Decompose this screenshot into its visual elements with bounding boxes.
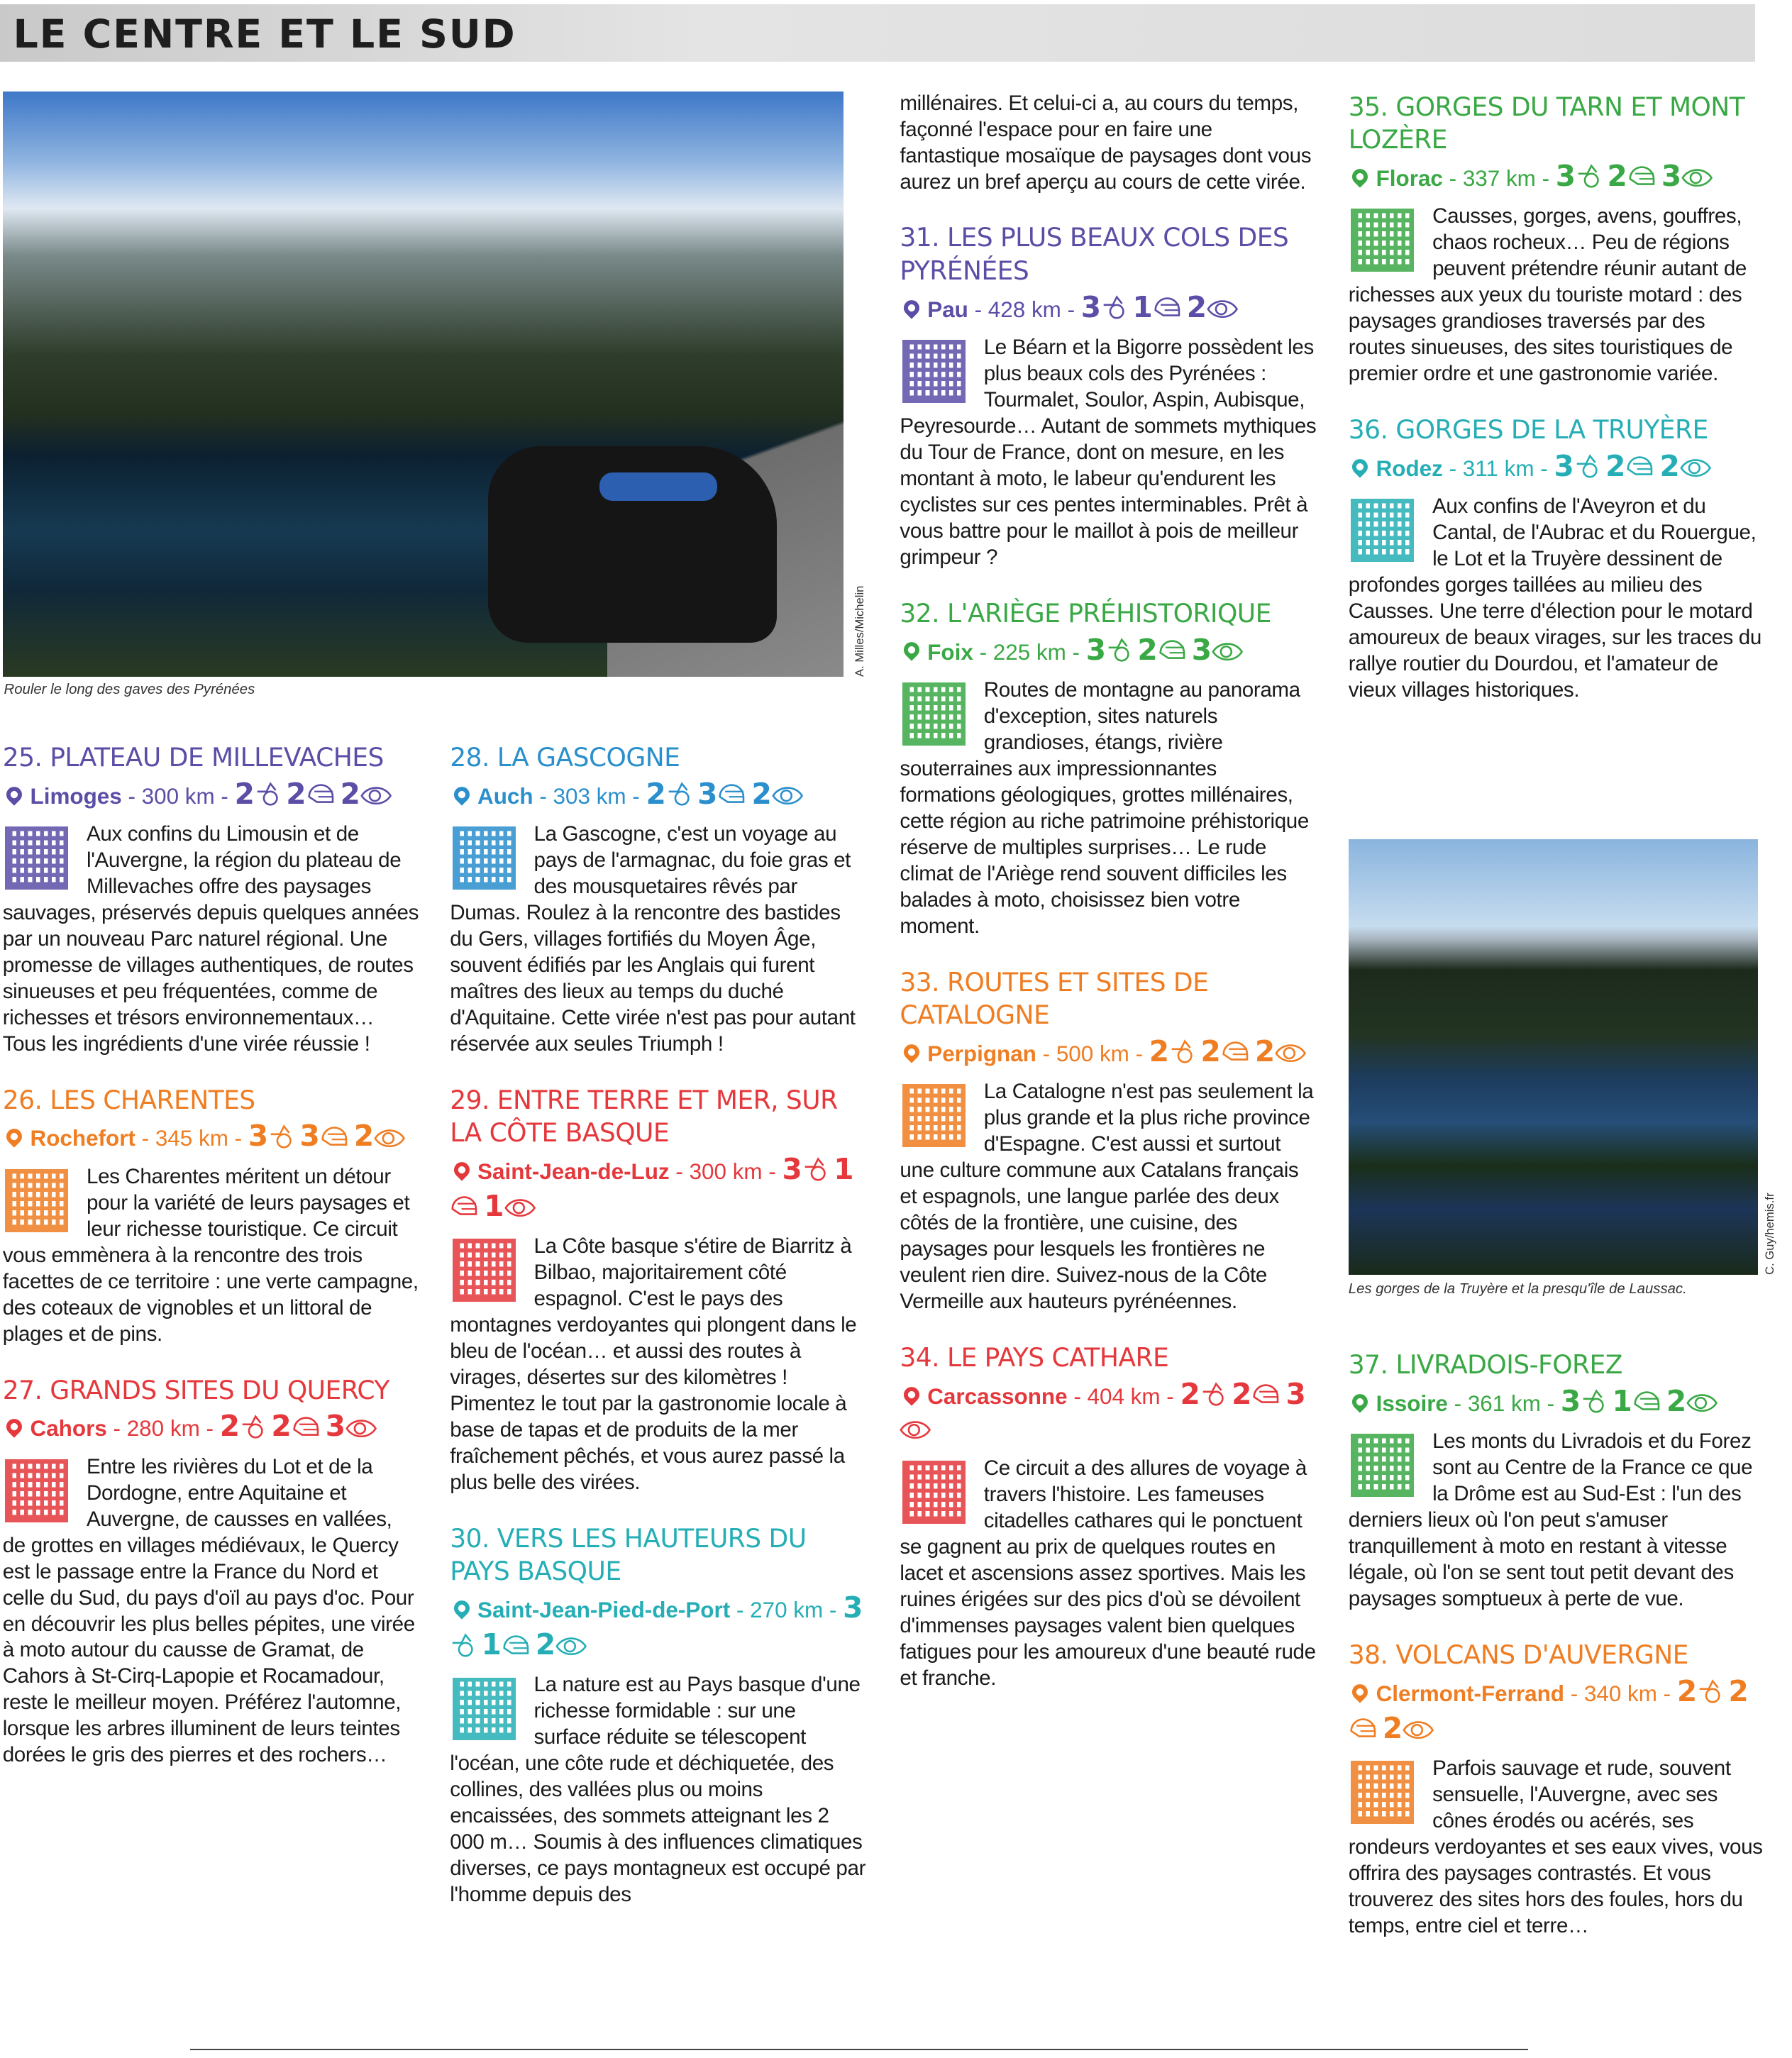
map-pin-icon: [450, 1597, 472, 1619]
distance: - 300 km -: [128, 783, 228, 809]
distance: - 280 km -: [113, 1416, 214, 1442]
distance: - 225 km -: [979, 639, 1080, 665]
article: [450, 1084, 867, 1496]
article-text: La nature est au Pays basque d'une richesse formidable : sur une surface réduite se télescopent l'océan, une côte rude et déchiquetée, des collines, des vallées plus ou moins encaissées, des sommets atteignant les 2 000 m… Soumis à des influences climatiques diverses, ce pays montagneux est occupé par l'homme depuis des: [450, 1673, 866, 1907]
route-meta: [3, 1409, 420, 1446]
rating-moto: 3: [1555, 158, 1576, 193]
article: [3, 1084, 420, 1348]
map-pin-icon: [900, 639, 922, 661]
map-pin-icon: [4, 1126, 26, 1148]
qr-code[interactable]: [453, 1678, 516, 1741]
article-text: Causses, gorges, avens, gouffres, chaos rocheux… Peu de régions peuvent prétendre réunir autant de richesses aux yeux du touriste motard : des paysages grandioses traversés par des routes sinueuses, des sites touristiques de premier ordre et une gastronomie variée.: [1348, 204, 1747, 385]
rating-helmet: 2: [271, 1409, 292, 1444]
motorcycle: [488, 446, 777, 643]
rating-moto: 2: [1676, 1673, 1698, 1708]
eye-icon: [360, 784, 397, 809]
qr-code[interactable]: [1351, 209, 1414, 272]
motorcycle-icon: [1106, 640, 1137, 665]
rating-helmet: 1: [1612, 1383, 1632, 1418]
map-pin-icon: [900, 297, 922, 319]
eye-icon: [772, 784, 809, 809]
eye-icon: [1212, 640, 1249, 665]
article: [450, 741, 867, 1058]
helmet-icon: [1158, 640, 1192, 665]
rating-helmet: 2: [1200, 1034, 1221, 1068]
photo-truyere-gorges: [1349, 839, 1758, 1275]
map-pin-icon: [1349, 1390, 1371, 1412]
route-meta: [450, 1590, 867, 1664]
article: [1349, 414, 1766, 704]
start-city: Rochefort: [30, 1126, 135, 1151]
route-meta: [450, 1152, 867, 1226]
start-city: Carcassonne: [927, 1383, 1068, 1409]
article-title: 27. GRANDS SITES DU QUERCY: [2, 1375, 389, 1405]
article-title: 35. GORGES DU TARN ET MONT LOZÈRE: [1348, 92, 1745, 155]
distance: - 340 km -: [1570, 1681, 1671, 1706]
footer-rule: [190, 2049, 1528, 2050]
route-meta: [1349, 1384, 1766, 1421]
motorcycle-icon: [1101, 297, 1132, 322]
start-city: Issoire: [1376, 1390, 1448, 1416]
eye-icon: [1680, 456, 1717, 481]
article: [450, 1522, 867, 1908]
distance: - 361 km -: [1454, 1390, 1555, 1416]
article-title: 37. LIVRADOIS-FOREZ: [1348, 1349, 1622, 1380]
eye-icon: [1275, 1041, 1312, 1066]
article-title: 32. L'ARIÈGE PRÉHISTORIQUE: [900, 598, 1271, 629]
eye-icon: [900, 1418, 936, 1443]
helmet-icon: [1632, 1391, 1666, 1416]
start-city: Perpignan: [927, 1041, 1036, 1066]
distance: - 303 km -: [539, 783, 640, 809]
article-title: 28. LA GASCOGNE: [450, 742, 680, 773]
article-title: 36. GORGES DE LA TRUYÈRE: [1348, 414, 1708, 445]
article: [900, 966, 1317, 1315]
section-header: [0, 4, 1755, 62]
rating-eye: 2: [353, 1119, 375, 1154]
article-title: 26. LES CHARENTES: [2, 1085, 255, 1115]
eye-icon: [555, 1634, 592, 1659]
qr-code[interactable]: [1351, 499, 1414, 562]
motorcycle-icon: [1576, 166, 1607, 191]
article: [1349, 1639, 1766, 1940]
photo-pyrenees-lake: [3, 92, 844, 677]
map-pin-icon: [4, 783, 26, 805]
rating-moto: 2: [234, 776, 255, 811]
qr-code[interactable]: [453, 1239, 516, 1302]
article-30-continuation: millénaires. Et celui-ci a, au cours du temps, façonné l'espace pour en faire une fantastique mosaïque de paysages dont vous aurez un bref aperçu au cours de cette virée.: [900, 91, 1312, 194]
start-city: Foix: [927, 639, 973, 665]
rating-eye: 1: [484, 1188, 504, 1223]
map-pin-icon: [1349, 1681, 1371, 1703]
rating-helmet: 1: [1132, 289, 1153, 324]
helmet-icon: [320, 1126, 354, 1151]
map-pin-icon: [1349, 165, 1371, 187]
helmet-icon: [292, 1416, 326, 1441]
qr-code[interactable]: [5, 826, 68, 890]
qr-code[interactable]: [1351, 1761, 1414, 1824]
rating-eye: 2: [1254, 1034, 1276, 1068]
start-city: Saint-Jean-de-Luz: [477, 1158, 670, 1184]
distance: - 345 km -: [141, 1126, 243, 1151]
helmet-icon: [1625, 456, 1659, 481]
helmet-icon: [502, 1634, 536, 1659]
eye-icon: [1207, 297, 1244, 322]
rating-eye: 2: [535, 1627, 556, 1661]
rating-helmet: 2: [286, 776, 306, 811]
article-text: Entre les rivières du Lot et de la Dordogne, entre Aquitaine et Auvergne, de causses en vallées, de grottes en villages médiévaux, le Quercy est le passage entre la France du Nord et celle du Sud, du pays d'oïl au pays d'oc. Pour en découvrir les plus belles pépites, une virée à moto autour du causse de Gramat, de Cahors à St-Cirq-Lapopie et Rocamadour, reste le meilleur moyen. Préférez l'automne, lorsque les arbres illuminent de leurs teintes dorées le gris des pierres et des rochers…: [2, 1454, 415, 1767]
rating-eye: 3: [1661, 158, 1682, 193]
map-pin-icon: [900, 1041, 922, 1063]
map-pin-icon: [900, 1383, 922, 1405]
start-city: Pau: [927, 297, 968, 322]
article-title: 31. LES PLUS BEAUX COLS DES PYRÉNÉES: [900, 223, 1289, 286]
route-meta: [1349, 449, 1766, 486]
article-text: Aux confins de l'Aveyron et du Cantal, de l'Aubrac et du Rouergue, le Lot et la Truyère dessinent de profondes gorges taillées au milieu des Causses. Une terre d'élection pour le motard amoureux de beaux virages, sur les traces du rallye routier du Dourdou, et l'amateur de vieux villages historiques.: [1348, 494, 1761, 702]
article: [900, 597, 1317, 940]
distance: - 500 km -: [1042, 1041, 1144, 1066]
article-title: 34. LE PAYS CATHARE: [900, 1342, 1169, 1373]
eye-icon: [374, 1126, 411, 1151]
rating-eye: 3: [1285, 1376, 1306, 1411]
rating-eye: 2: [751, 776, 772, 811]
map-pin-icon: [450, 1158, 472, 1180]
motorcycle-icon: [666, 784, 697, 809]
qr-code[interactable]: [902, 1461, 966, 1524]
map-pin-icon: [1349, 455, 1371, 477]
motorcycle-icon: [1697, 1681, 1728, 1706]
article-text: Routes de montagne au panorama d'exception, sites naturels grandioses, étangs, rivière souterraines aux impressionnantes formations géologiques, grottes millénaires, cette région au riche patrimoine préhistorique réserve de multiples surprises… Le rude climat de l'Ariège rend souvent difficiles les balades à moto, choisissez bien votre moment.: [900, 677, 1309, 938]
rating-eye: 2: [1186, 289, 1207, 324]
motorcycle-icon: [1169, 1041, 1200, 1066]
article-text: Parfois sauvage et rude, souvent sensuelle, l'Auvergne, avec ses cônes érodés ou acérés, ses rondeurs verdoyantes et ses eaux vives, vous offrira des paysages contrastés. Et vous trouverez des sites hors des foules, hors du temps, entre ciel et terre…: [1348, 1756, 1763, 1937]
qr-code[interactable]: [5, 1169, 68, 1232]
eye-icon: [1403, 1718, 1439, 1743]
rating-helmet: 2: [1137, 632, 1158, 667]
rating-moto: 2: [1149, 1034, 1170, 1068]
start-city: Florac: [1376, 165, 1443, 191]
photo-credit: A. Milles/Michelin: [852, 585, 866, 677]
eye-icon: [1681, 166, 1718, 191]
rating-eye: 3: [1191, 632, 1212, 667]
qr-code[interactable]: [902, 340, 966, 403]
article: [900, 1341, 1317, 1692]
rating-eye: 2: [340, 776, 360, 811]
route-meta: [1349, 1674, 1766, 1748]
start-city: Auch: [477, 783, 533, 809]
article-text: Les Charentes méritent un détour pour la variété de leurs paysages et leur richesse touristique. Ce circuit vous emmènera à la rencontre des trois facettes de ce territoire : une verte campagne, des coteaux de vignobles et un littoral de plages et de pins.: [2, 1164, 419, 1346]
motorcycle-icon: [1200, 1384, 1232, 1409]
rating-moto: 3: [843, 1590, 863, 1625]
map-pin-icon: [450, 783, 472, 805]
rating-helmet: 3: [697, 776, 718, 811]
rating-helmet: 2: [1232, 1376, 1252, 1411]
helmet-icon: [1153, 297, 1187, 322]
route-meta: [450, 777, 867, 814]
article: [3, 1374, 420, 1769]
route-meta: [900, 1034, 1317, 1071]
photo-caption: Les gorges de la Truyère et la presqu'île de Laussac.: [1348, 1281, 1687, 1298]
route-meta: [3, 777, 420, 814]
rating-eye: 2: [1382, 1710, 1403, 1745]
rating-helmet: 1: [834, 1151, 854, 1186]
rating-moto: 2: [646, 776, 666, 811]
photo-caption: Rouler le long des gaves des Pyrénées: [4, 682, 255, 698]
rating-helmet: 2: [1728, 1673, 1749, 1708]
helmet-icon: [1627, 166, 1661, 191]
article: [1349, 1349, 1766, 1612]
article-text: Le Béarn et la Bigorre possèdent les plus beaux cols des Pyrénées : Tourmalet, Soulor, Aspin, Aubisque, Peyresourde… Autant de sommets mythiques du Tour de France, dont on mesure, en les montant à moto, le labeur qu'endurent les cyclistes sur ces pentes interminables. Prêt à vous battre pour le maillot à pois de meilleur grimpeur ?: [900, 335, 1317, 569]
qr-code[interactable]: [902, 1084, 966, 1147]
route-meta: [3, 1119, 420, 1156]
article-text: La Gascogne, c'est un voyage au pays de l'armagnac, du foie gras et des mousquetaires rêvés par Dumas. Roulez à la rencontre des bastides du Gers, villages fortifiés du Moyen Âge, souvent édifiés par les Anglais qui furent maîtres des lieux au temps du duché d'Aquitaine. Cette virée n'est pas pour autant réservée aux seules Triumph !: [450, 821, 856, 1056]
section-title: LE CENTRE ET LE SUD: [13, 11, 516, 57]
start-city: Saint-Jean-Pied-de-Port: [477, 1597, 731, 1622]
helmet-icon: [306, 784, 341, 809]
qr-code[interactable]: [453, 826, 516, 890]
distance: - 337 km -: [1449, 165, 1550, 191]
article-title: 38. VOLCANS D'AUVERGNE: [1348, 1639, 1688, 1670]
article-text: Aux confins du Limousin et de l'Auvergne, la région du plateau de Millevaches offre des paysages sauvages, préservés depuis quelques années par un nouveau Parc naturel régional. Une promesse de villages authentiques, de routes sinueuses et peu fréquentées, comme de richesses et trésors environnementaux… Tous les ingrédients d'une virée réussie !: [2, 821, 419, 1056]
rating-moto: 2: [219, 1409, 240, 1444]
route-meta: [900, 1377, 1317, 1448]
eye-icon: [345, 1416, 382, 1441]
article-text: La Côte basque s'étire de Biarritz à Bilbao, majoritairement côté espagnol. C'est le pays des montagnes verdoyantes qui plongent dans le bleu de l'océan… et aussi des routes à virages, désertes sur des kilomètres ! Pimentez le tout par la gastronomie locale à base de tapas et de produits de la mer fraîchement pêchés, et vous aurez passé la plus belle des virées.: [450, 1234, 857, 1494]
helmet-icon: [1221, 1041, 1255, 1066]
qr-code[interactable]: [1351, 1434, 1414, 1497]
rating-moto: 3: [1080, 289, 1102, 324]
article-title: 30. VERS LES HAUTEURS DU PAYS BASQUE: [450, 1523, 807, 1586]
article: [900, 221, 1317, 570]
route-meta: [1349, 159, 1766, 196]
distance: - 428 km -: [974, 297, 1075, 322]
rating-eye: 2: [1659, 448, 1680, 483]
motorcycle-icon: [268, 1126, 299, 1151]
rating-moto: 3: [782, 1151, 802, 1186]
route-meta: [900, 290, 1317, 327]
rating-eye: 3: [325, 1409, 345, 1444]
motorcycle-icon: [255, 784, 286, 809]
article-text: La Catalogne n'est pas seulement la plus grande et la plus riche province d'Espagne. C'est aussi et surtout une culture commune aux Catalans français et espagnols, une langue parlée des deux côtés de la frontière, une cuisine, des paysages pour lesquels les frontières ne veulent rien dire. Suivez-nous de la Côte Vermeille aux hauteurs pyrénéennes.: [900, 1079, 1314, 1313]
qr-code[interactable]: [5, 1459, 68, 1522]
rating-helmet: 3: [299, 1119, 320, 1154]
rating-moto: 2: [1180, 1376, 1200, 1411]
helmet-icon: [450, 1196, 484, 1221]
distance: - 300 km -: [675, 1158, 776, 1184]
map-pin-icon: [4, 1416, 26, 1438]
distance: - 404 km -: [1073, 1383, 1174, 1409]
rating-helmet: 1: [481, 1627, 502, 1661]
start-city: Clermont-Ferrand: [1376, 1681, 1564, 1706]
helmet-icon: [1349, 1718, 1383, 1743]
distance: - 270 km -: [736, 1597, 837, 1622]
article-text: Ce circuit a des allures de voyage à travers l'histoire. Les fameuses citadelles cathares qui le ponctuent se gagnent au prix de quelques routes en lacet et ascensions assez sportives. Mais les ruines érigées sur des pics d'où se dévoilent d'immenses paysages valent bien quelques fatigues pour les amoureux d'une beauté rude et franche.: [900, 1456, 1316, 1690]
eye-icon: [1686, 1391, 1723, 1416]
start-city: Cahors: [30, 1416, 107, 1442]
rating-helmet: 2: [1605, 448, 1626, 483]
article: [1349, 91, 1766, 387]
qr-code[interactable]: [902, 682, 966, 746]
route-meta: [900, 633, 1317, 670]
rating-moto: 3: [1085, 632, 1107, 667]
distance: - 311 km -: [1449, 455, 1548, 481]
motorcycle-icon: [1581, 1391, 1612, 1416]
article-title: 25. PLATEAU DE MILLEVACHES: [2, 742, 384, 773]
motorcycle-icon: [450, 1634, 481, 1659]
motorcycle-icon: [1574, 456, 1605, 481]
helmet-icon: [717, 784, 751, 809]
article: [3, 741, 420, 1058]
article-title: 33. ROUTES ET SITES DE CATALOGNE: [900, 967, 1209, 1030]
article-title: 29. ENTRE TERRE ET MER, SUR LA CÔTE BASQUE: [450, 1085, 838, 1148]
helmet-icon: [1251, 1384, 1285, 1409]
rating-helmet: 2: [1607, 158, 1627, 193]
eye-icon: [504, 1196, 541, 1221]
motorcycle-icon: [240, 1416, 271, 1441]
rating-eye: 2: [1666, 1383, 1687, 1418]
start-city: Limoges: [30, 783, 122, 809]
article-text: Les monts du Livradois et du Forez sont au Centre de la France ce que la Drôme est au Sud-Est : l'un des derniers lieux où l'on peut s'amuser tranquillement à moto en restant à vitesse légale, où l'on se sent tout petit devant des paysages somptueux à perte de vue.: [1348, 1429, 1753, 1610]
photo-credit: C. Guy/hemis.fr: [1763, 1193, 1777, 1276]
motorcycle-icon: [802, 1159, 834, 1184]
start-city: Rodez: [1376, 455, 1443, 481]
rating-moto: 3: [1560, 1383, 1581, 1418]
rating-moto: 3: [248, 1119, 269, 1154]
rating-moto: 3: [1554, 448, 1574, 483]
